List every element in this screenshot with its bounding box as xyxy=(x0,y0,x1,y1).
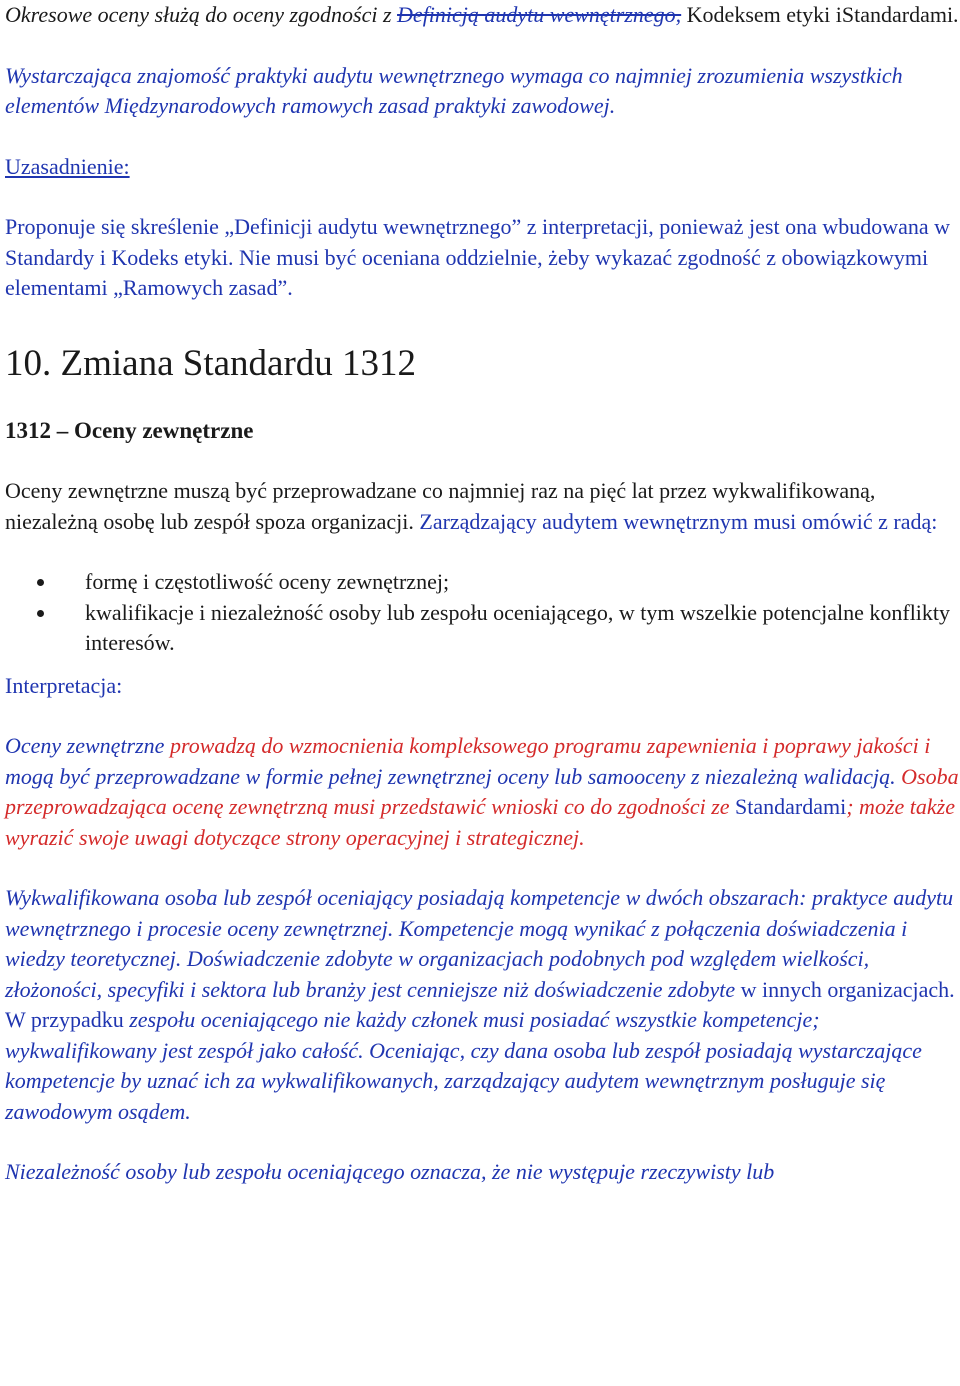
list-item: kwalifikacje i niezależność osoby lub zespołu oceniającego, w tym wszelkie potencjalne konflikty interesów. xyxy=(85,598,960,659)
interpretation-paragraph-2 xyxy=(5,883,960,1127)
intro-text-b: Kodeksem etyki iStandardami. xyxy=(681,2,959,27)
standard-body xyxy=(5,476,960,537)
bullet-list xyxy=(5,567,960,659)
interpretation-paragraph-1 xyxy=(5,731,960,853)
interp-p1-part-5: Standardami xyxy=(735,794,847,819)
justification-text-b: Nie musi być oceniana oddzielnie, żeby wykazać zgodność z obowiązkowymi elementami „Ramowych zasad”. xyxy=(5,244,929,300)
justification-paragraph xyxy=(5,212,960,304)
interp-p1-part-1: Oceny zewnętrzne xyxy=(5,733,170,758)
intro-text-a: Okresowe oceny służą do oceny zgodności z xyxy=(5,2,398,27)
intro-paragraph-2: Wystarczająca znajomość praktyki audytu wewnętrznego wymaga co najmniej zrozumienia wszystkich elementów Międzynarodowych ramowych zasad praktyki zawodowej. xyxy=(5,62,903,118)
list-item: formę i częstotliwość oceny zewnętrznej; xyxy=(85,567,960,598)
standard-body-text-a: Oceny zewnętrzne muszą być przeprowadzane co najmniej raz na pięć lat przez wykwalifikowaną, niezależną osobę lub zespół spoza organizacji. xyxy=(5,478,876,534)
standard-body-text-b: Zarządzający audytem wewnętrznym musi omówić z radą: xyxy=(413,508,938,534)
justification-text-a: Proponuje się skreślenie „Definicji audytu wewnętrznego” z interpretacji, ponieważ jest ona wbudowana w Standardy i Kodeks etyki. xyxy=(5,214,951,270)
standard-subheading: 1312 – Oceny zewnętrzne xyxy=(5,417,254,443)
interp-p2-part-3: zespołu oceniającego nie każdy członek musi posiadać wszystkie kompetencje; wykwalifikowany jest zespół jako całość. Oceniając, czy dana osoba lub zespół posiadają wystarczające kompetencje by uznać ich za wykwalifikowanych, zarządzający audytem wewnętrznym posługuje się zawodowym osądem. xyxy=(5,1007,922,1124)
deleted-definition-text: Definicją audytu wewnętrznego, xyxy=(397,2,682,27)
interp-p1-part-4: Osoba przeprowadzająca ocenę zewnętrzną musi przedstawić wnioski co do zgodności ze xyxy=(5,763,959,819)
interpretation-paragraph-3: Niezależność osoby lub zespołu oceniającego oznacza, że nie występuje rzeczywisty lub xyxy=(5,1159,775,1184)
interp-p1-part-2: prowadzą do wzmocnienia kompleksowego programu zapewnienia i poprawy jakości i xyxy=(169,733,931,758)
interp-p1-part-3: mogą być przeprowadzane w formie pełnej zewnętrznej oceny lub samooceny z niezależną walidacją. xyxy=(5,763,902,789)
interp-p1-part-6: ; może także wyrazić swoje uwagi dotyczące strony operacyjnej i strategicznej. xyxy=(5,794,955,850)
intro-paragraph-1 xyxy=(5,0,960,31)
justification-label: Uzasadnienie: xyxy=(5,153,130,179)
interp-p2-part-2: w innych organizacjach. W przypadku xyxy=(5,976,955,1032)
interp-p2-part-1: Wykwalifikowana osoba lub zespół oceniający posiadają kompetencje w dwóch obszarach: praktyce audytu wewnętrznego i procesie oceny zewnętrznej. Kompetencje mogą wynikać z połączenia doświadczenia i wiedzy teoretycznej. Doświadczenie zdobyte w organizacjach podobnych pod względem wielkości, złożoności, specyfiki i sektora lub branży jest cenniejsze niż doświadczenie zdobyte xyxy=(5,885,954,1002)
interpretation-label: Interpretacja: xyxy=(5,672,123,698)
section-heading: 10. Zmiana Standardu 1312 xyxy=(5,342,417,384)
